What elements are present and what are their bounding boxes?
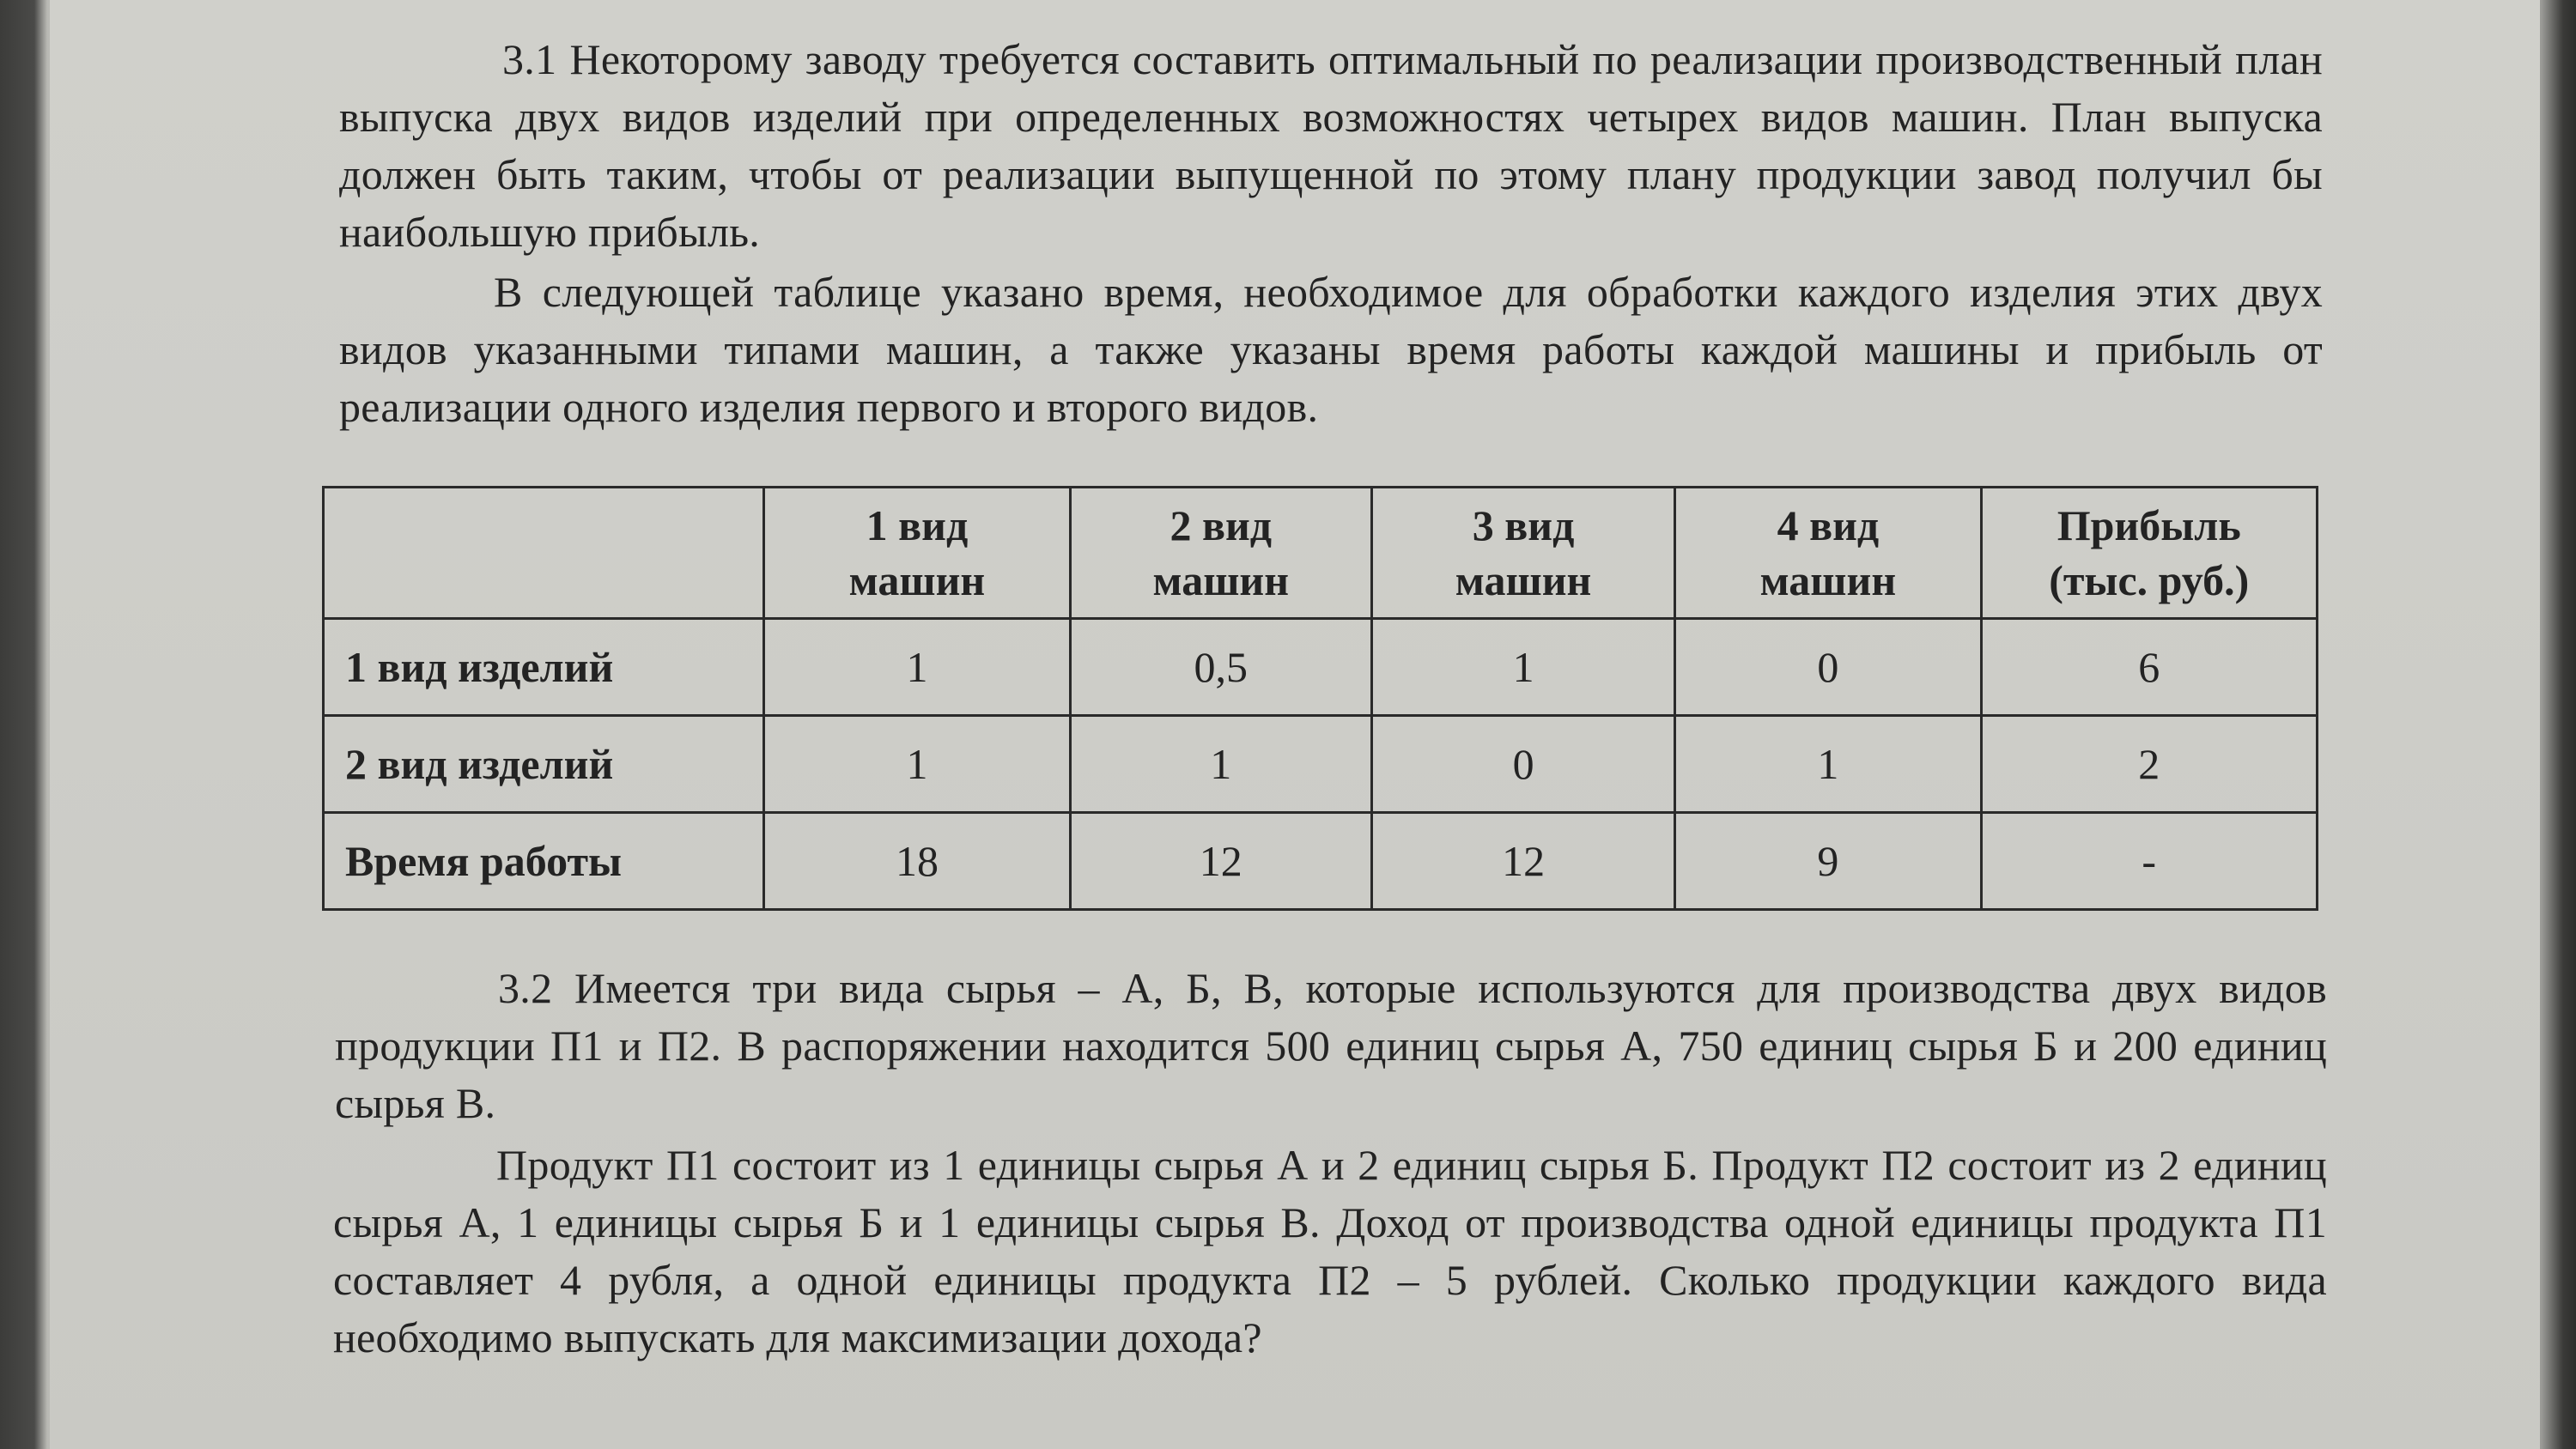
table-cell: 12 xyxy=(1070,813,1371,910)
table-cell: 9 xyxy=(1675,813,1981,910)
table-cell: 1 xyxy=(764,619,1070,716)
table-cell: 12 xyxy=(1371,813,1674,910)
table-header-empty xyxy=(324,488,764,619)
header-line: машин xyxy=(1455,556,1592,604)
table-cell: 1 xyxy=(1371,619,1674,716)
problem-3-1-paragraph-1: 3.1 Некоторому заводу требуется составить оптимальный по реализации производственный план выпуска двух видов изделий при определенных возможностях четырех видов машин. План выпуска должен быть таким, чтобы от реализации выпущенной по этому плану продукции завод получил бы наибольшую прибыль. xyxy=(339,35,2323,256)
table-cell: 0,5 xyxy=(1070,619,1371,716)
row-label: Время работы xyxy=(324,813,764,910)
problem-3-2-paragraph-2: Продукт П1 состоит из 1 единицы сырья А и 2 единиц сырья Б. Продукт П2 состоит из 2 единиц сырья А, 1 единицы сырья Б и 1 единицы сырья В. Доход от производства одной единицы продукта П1 составляет 4 рубля, а одной единицы продукта П2 – 5 рублей. Сколько продукции каждого вида необходимо выпускать для максимизации дохода? xyxy=(333,1141,2327,1361)
header-line: (тыс. руб.) xyxy=(2049,556,2250,604)
table-header-row xyxy=(324,488,2318,619)
table-cell: 1 xyxy=(1070,716,1371,813)
header-line: 2 вид xyxy=(1170,501,1273,549)
header-line: машин xyxy=(848,556,986,604)
table-cell: 0 xyxy=(1371,716,1674,813)
table-cell: 6 xyxy=(1981,619,2317,716)
table-header-machine-3 xyxy=(1371,488,1674,619)
header-line: 4 вид xyxy=(1777,501,1880,549)
table-row xyxy=(324,716,2318,813)
table-row xyxy=(324,813,2318,910)
table-cell: 1 xyxy=(1675,716,1981,813)
problem-3-2-text xyxy=(335,960,2327,1132)
problem-3-1-paragraph-2: В следующей таблице указано время, необходимое для обработки каждого изделия этих двух видов указанными типами машин, а также указаны время работы каждой машины и прибыль от реализации одного изделия первого и второго видов. xyxy=(339,268,2323,431)
row-label: 1 вид изделий xyxy=(324,619,764,716)
table-cell: - xyxy=(1981,813,2317,910)
table-header-machine-1 xyxy=(764,488,1070,619)
problem-3-1-text-continued xyxy=(339,264,2323,436)
header-line: машин xyxy=(1152,556,1290,604)
table-cell: 18 xyxy=(764,813,1070,910)
machines-table xyxy=(322,486,2318,911)
table-cell: 0 xyxy=(1675,619,1981,716)
header-line: Прибыль xyxy=(2057,501,2241,549)
table-row xyxy=(324,619,2318,716)
header-line: 3 вид xyxy=(1472,501,1575,549)
table-header-profit xyxy=(1981,488,2317,619)
problem-3-1-text xyxy=(339,31,2323,261)
table-header-machine-4 xyxy=(1675,488,1981,619)
header-line: 1 вид xyxy=(866,501,969,549)
table-header-machine-2 xyxy=(1070,488,1371,619)
problem-3-2-text-continued xyxy=(333,1137,2327,1367)
header-line: машин xyxy=(1759,556,1897,604)
table-cell: 2 xyxy=(1981,716,2317,813)
table-cell: 1 xyxy=(764,716,1070,813)
problem-3-2-paragraph-1: 3.2 Имеется три вида сырья – А, Б, В, которые используются для производства двух видов продукции П1 и П2. В распоряжении находится 500 единиц сырья А, 750 единиц сырья Б и 200 единиц сырья В. xyxy=(335,964,2327,1127)
row-label: 2 вид изделий xyxy=(324,716,764,813)
